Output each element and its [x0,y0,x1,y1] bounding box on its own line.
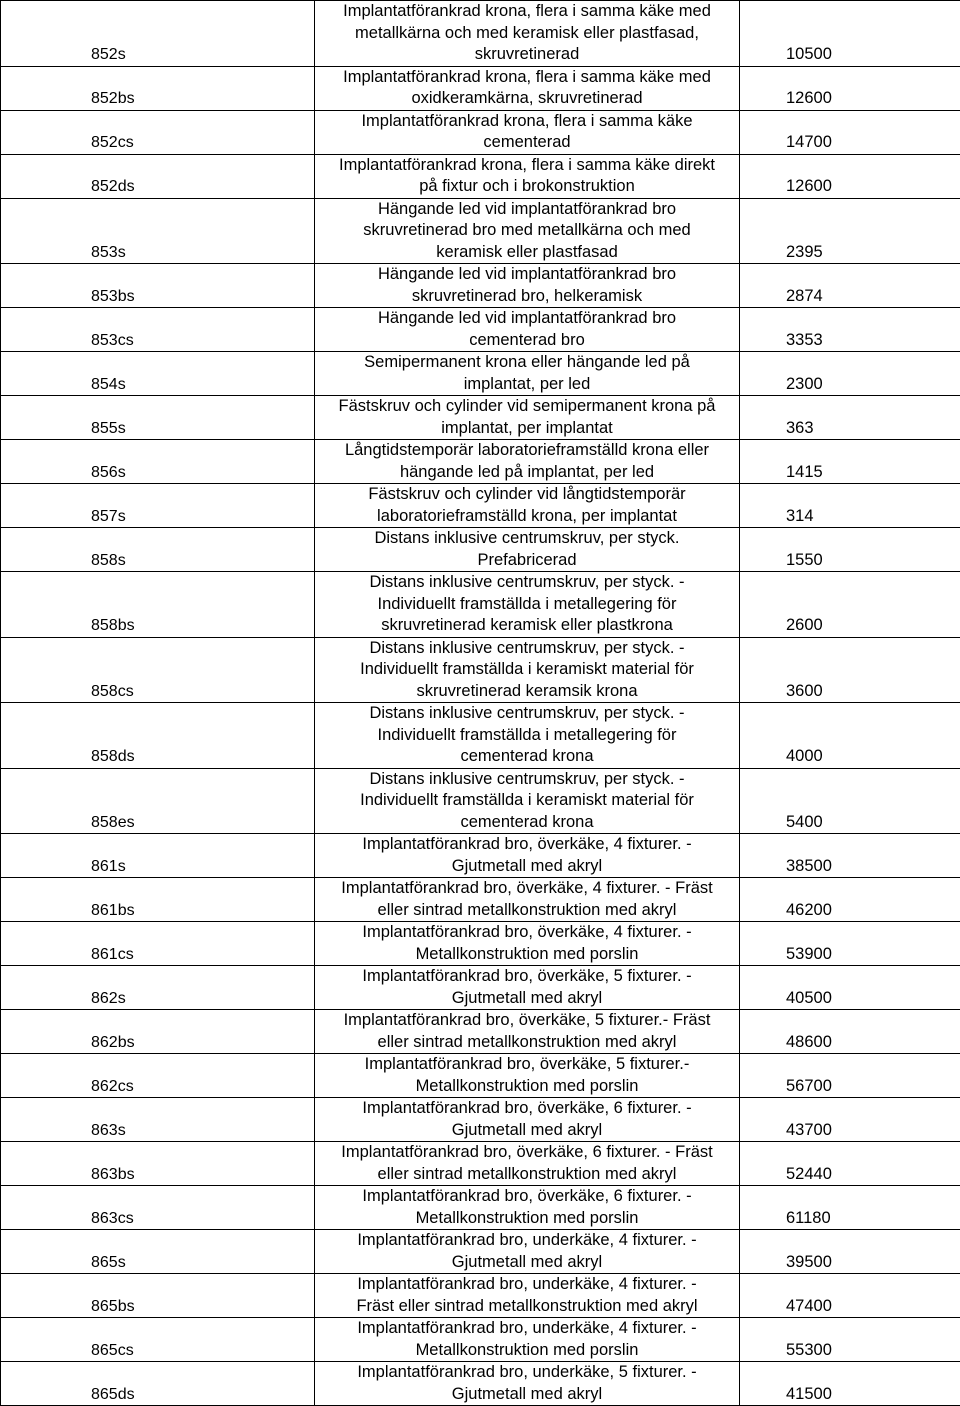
description-cell: Implantatförankrad bro, överkäke, 4 fixturer. - Metallkonstruktion med porslin [315,922,740,966]
table-row [1,1186,960,1230]
table-row [1,1,960,67]
description-cell: Implantatförankrad krona, flera i samma käke cementerad [315,110,740,154]
table-row [1,396,960,440]
price-table-body [1,1,960,1406]
description-cell: Implantatförankrad bro, underkäke, 4 fixturer. - Fräst eller sintrad metallkonstruktion med akryl [315,1274,740,1318]
treatment-code-cell: 863cs [1,1186,315,1230]
table-row [1,66,960,110]
treatment-code-cell: 857s [1,484,315,528]
table-row [1,637,960,703]
description-cell: Implantatförankrad bro, överkäke, 6 fixturer. - Metallkonstruktion med porslin [315,1186,740,1230]
reference-price-cell: 47400 [740,1274,960,1318]
table-row [1,1318,960,1362]
description-cell: Semipermanent krona eller hängande led på implantat, per led [315,352,740,396]
table-row [1,966,960,1010]
reference-price-cell: 38500 [740,834,960,878]
reference-price-cell: 39500 [740,1230,960,1274]
description-cell: Långtidstemporär laboratorieframställd krona eller hängande led på implantat, per led [315,440,740,484]
treatment-code-cell: 855s [1,396,315,440]
reference-price-cell: 46200 [740,878,960,922]
treatment-code-cell: 865ds [1,1362,315,1406]
reference-price-cell: 12600 [740,66,960,110]
description-cell: Fästskruv och cylinder vid långtidstemporär laboratorieframställd krona, per implantat [315,484,740,528]
description-cell: Distans inklusive centrumskruv, per styck. Prefabricerad [315,528,740,572]
table-row [1,572,960,638]
reference-price-cell: 61180 [740,1186,960,1230]
table-row [1,834,960,878]
table-row [1,440,960,484]
table-row [1,308,960,352]
reference-price-cell: 53900 [740,922,960,966]
reference-price-cell: 48600 [740,1010,960,1054]
treatment-code-cell: 862bs [1,1010,315,1054]
description-cell: Implantatförankrad bro, överkäke, 6 fixturer. - Gjutmetall med akryl [315,1098,740,1142]
reference-price-cell: 14700 [740,110,960,154]
treatment-code-cell: 862s [1,966,315,1010]
description-cell: Implantatförankrad bro, överkäke, 5 fixturer.- Fräst eller sintrad metallkonstruktion med akryl [315,1010,740,1054]
table-row [1,110,960,154]
table-row [1,922,960,966]
table-row [1,1054,960,1098]
reference-price-cell: 4000 [740,703,960,769]
treatment-code-cell: 861bs [1,878,315,922]
treatment-code-cell: 863bs [1,1142,315,1186]
table-row [1,1362,960,1406]
description-cell: Implantatförankrad bro, underkäke, 4 fixturer. - Gjutmetall med akryl [315,1230,740,1274]
table-row [1,878,960,922]
table-row [1,1142,960,1186]
description-cell: Distans inklusive centrumskruv, per styck. - Individuellt framställda i metallegering för skruvretinerad keramisk eller plastkrona [315,572,740,638]
treatment-code-cell: 852bs [1,66,315,110]
reference-price-cell: 56700 [740,1054,960,1098]
treatment-code-cell: 852ds [1,154,315,198]
description-cell: Distans inklusive centrumskruv, per styck. - Individuellt framställda i metallegering för cementerad krona [315,703,740,769]
reference-price-cell: 1415 [740,440,960,484]
reference-price-cell: 3353 [740,308,960,352]
description-cell: Fästskruv och cylinder vid semipermanent krona på implantat, per implantat [315,396,740,440]
description-cell: Distans inklusive centrumskruv, per styck. - Individuellt framställda i keramiskt material för cementerad krona [315,768,740,834]
treatment-code-cell: 858cs [1,637,315,703]
treatment-code-cell: 858s [1,528,315,572]
treatment-code-cell: 865bs [1,1274,315,1318]
description-cell: Hängande led vid implantatförankrad bro skruvretinerad bro med metallkärna och med keramisk eller plastfasad [315,198,740,264]
treatment-code-cell: 853bs [1,264,315,308]
reference-price-cell: 40500 [740,966,960,1010]
treatment-code-cell: 865cs [1,1318,315,1362]
treatment-code-cell: 852s [1,1,315,67]
description-cell: Implantatförankrad krona, flera i samma käke med oxidkeramkärna, skruvretinerad [315,66,740,110]
reference-price-cell: 52440 [740,1142,960,1186]
table-row [1,1274,960,1318]
description-cell: Implantatförankrad bro, överkäke, 4 fixturer. - Fräst eller sintrad metallkonstruktion med akryl [315,878,740,922]
treatment-code-cell: 853cs [1,308,315,352]
table-row [1,1230,960,1274]
treatment-code-cell: 861s [1,834,315,878]
treatment-code-cell: 865s [1,1230,315,1274]
description-cell: Implantatförankrad krona, flera i samma käke med metallkärna och med keramisk eller plastfasad, skruvretinerad [315,1,740,67]
reference-price-cell: 1550 [740,528,960,572]
description-cell: Implantatförankrad krona, flera i samma käke direkt på fixtur och i brokonstruktion [315,154,740,198]
description-cell: Implantatförankrad bro, överkäke, 5 fixturer.- Metallkonstruktion med porslin [315,1054,740,1098]
reference-price-cell: 12600 [740,154,960,198]
table-row [1,768,960,834]
reference-price-cell: 41500 [740,1362,960,1406]
treatment-code-cell: 858ds [1,703,315,769]
description-cell: Implantatförankrad bro, underkäke, 4 fixturer. - Metallkonstruktion med porslin [315,1318,740,1362]
table-row [1,154,960,198]
description-cell: Implantatförankrad bro, överkäke, 4 fixturer. - Gjutmetall med akryl [315,834,740,878]
reference-price-cell: 55300 [740,1318,960,1362]
table-row [1,264,960,308]
reference-price-cell: 2395 [740,198,960,264]
reference-price-cell: 10500 [740,1,960,67]
table-row [1,703,960,769]
description-cell: Implantatförankrad bro, överkäke, 5 fixturer. - Gjutmetall med akryl [315,966,740,1010]
reference-price-cell: 3600 [740,637,960,703]
reference-price-cell: 2300 [740,352,960,396]
treatment-code-cell: 863s [1,1098,315,1142]
description-cell: Hängande led vid implantatförankrad bro skruvretinerad bro, helkeramisk [315,264,740,308]
reference-price-cell: 363 [740,396,960,440]
table-row [1,528,960,572]
reference-price-cell: 2874 [740,264,960,308]
reference-price-cell: 314 [740,484,960,528]
table-row [1,198,960,264]
treatment-code-cell: 853s [1,198,315,264]
description-cell: Hängande led vid implantatförankrad bro cementerad bro [315,308,740,352]
treatment-code-cell: 858bs [1,572,315,638]
description-cell: Implantatförankrad bro, underkäke, 5 fixturer. - Gjutmetall med akryl [315,1362,740,1406]
description-cell: Implantatförankrad bro, överkäke, 6 fixturer. - Fräst eller sintrad metallkonstruktion med akryl [315,1142,740,1186]
treatment-code-cell: 856s [1,440,315,484]
table-row [1,352,960,396]
table-row [1,1098,960,1142]
reference-price-cell: 43700 [740,1098,960,1142]
treatment-code-cell: 861cs [1,922,315,966]
treatment-code-cell: 852cs [1,110,315,154]
treatment-code-cell: 862cs [1,1054,315,1098]
table-row [1,484,960,528]
reference-price-cell: 2600 [740,572,960,638]
treatment-code-cell: 854s [1,352,315,396]
table-row [1,1010,960,1054]
reference-price-cell: 5400 [740,768,960,834]
treatment-code-cell: 858es [1,768,315,834]
description-cell: Distans inklusive centrumskruv, per styck. - Individuellt framställda i keramiskt material för skruvretinerad keramsik krona [315,637,740,703]
